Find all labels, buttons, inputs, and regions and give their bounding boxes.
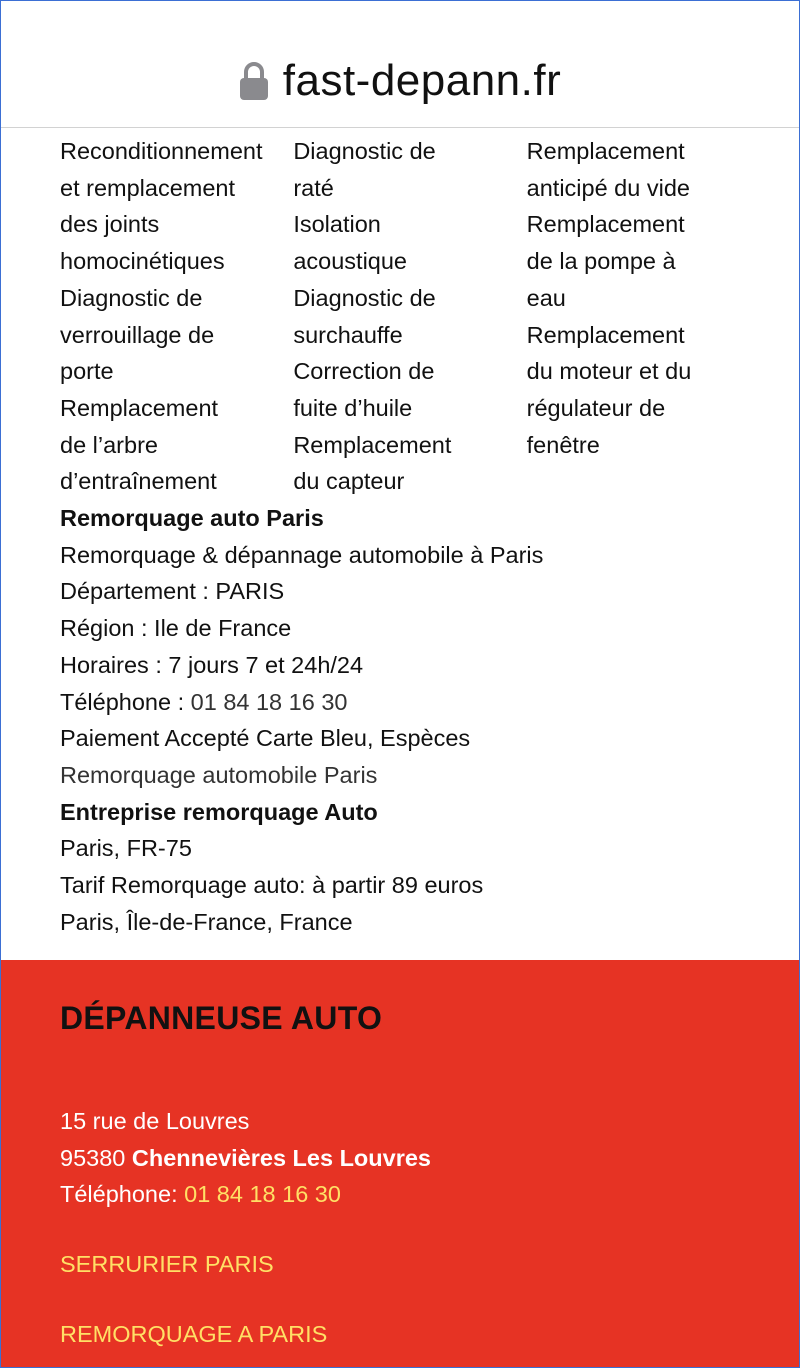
footer-postal: 95380 [60, 1144, 132, 1171]
business-hours: Horaires : 7 jours 7 et 24h/24 [60, 651, 364, 678]
business-address: Paris, Île-de-France, France [60, 908, 353, 935]
service-line: Diagnostic de [293, 284, 436, 311]
business-locality: Paris, FR-75 [60, 835, 192, 862]
service-line: fenêtre [526, 431, 600, 458]
lock-icon [239, 61, 269, 101]
browser-address-bar[interactable] [0, 0, 800, 128]
service-line: Remplacement [293, 431, 452, 458]
business-region: Région : Ile de France [60, 615, 292, 642]
footer-address [60, 1103, 431, 1213]
service-line: régulateur de [526, 394, 666, 421]
service-line: Remplacement [60, 394, 219, 421]
service-line: acoustique [293, 248, 407, 275]
service-line: du capteur [293, 468, 405, 495]
business-payment: Paiement Accepté Carte Bleu, Espèces [60, 725, 471, 752]
services-column-2 [293, 133, 526, 500]
footer-city-row [60, 1140, 431, 1177]
service-line: Reconditionnement [60, 138, 263, 164]
service-line: porte [60, 358, 114, 385]
service-line: Remplacement [526, 321, 685, 348]
service-line: Diagnostic de [60, 284, 203, 311]
url-text[interactable]: fast-depann.fr [282, 55, 562, 105]
service-line: surchauffe [293, 321, 403, 348]
service-line: Diagnostic de [293, 138, 436, 164]
services-columns [60, 133, 760, 500]
service-line: Remplacement [526, 211, 685, 238]
service-line: eau [526, 284, 566, 311]
service-line: d’entraînement [60, 468, 217, 495]
business-department: Département : PARIS [60, 578, 285, 605]
footer-title: DÉPANNEUSE AUTO [60, 1000, 383, 1036]
main-content [60, 133, 760, 940]
service-line: verrouillage de [60, 321, 215, 348]
footer-phone-label: Téléphone: [60, 1181, 185, 1208]
service-line: anticipé du vide [526, 174, 690, 201]
business-name: Remorquage auto Paris [60, 505, 324, 532]
footer-link-remorquage[interactable]: REMORQUAGE A PARIS [60, 1321, 328, 1347]
business-company: Entreprise remorquage Auto [60, 798, 378, 825]
footer-link-serrurier[interactable]: SERRURIER PARIS [60, 1251, 274, 1277]
phone-link[interactable]: 01 84 18 16 30 [190, 688, 348, 715]
service-line: de l’arbre [60, 431, 158, 458]
services-column-1 [60, 133, 293, 500]
service-line: des joints [60, 211, 160, 238]
phone-label: Téléphone : [60, 688, 191, 715]
service-line: raté [293, 174, 334, 201]
service-line: de la pompe à [526, 248, 676, 275]
services-column-3 [527, 133, 760, 500]
service-line: Isolation [293, 211, 381, 238]
footer-city: Chennevières Les Louvres [131, 1144, 431, 1171]
business-info [60, 500, 760, 940]
service-line: et remplacement [60, 174, 236, 201]
service-line: homocinétiques [60, 248, 225, 275]
business-phone-row [60, 684, 760, 721]
footer-street: 15 rue de Louvres [60, 1108, 250, 1134]
service-line: fuite d’huile [293, 394, 413, 421]
business-price: Tarif Remorquage auto: à partir 89 euros [60, 872, 484, 899]
service-line: Remplacement [526, 138, 685, 164]
footer-phone-row [60, 1176, 431, 1213]
service-line: Correction de [293, 358, 435, 385]
business-description: Remorquage & dépannage automobile à Paris [60, 541, 544, 568]
footer-phone-link[interactable]: 01 84 18 16 30 [184, 1181, 341, 1208]
business-link[interactable]: Remorquage automobile Paris [60, 761, 378, 788]
service-line: du moteur et du [526, 358, 692, 385]
